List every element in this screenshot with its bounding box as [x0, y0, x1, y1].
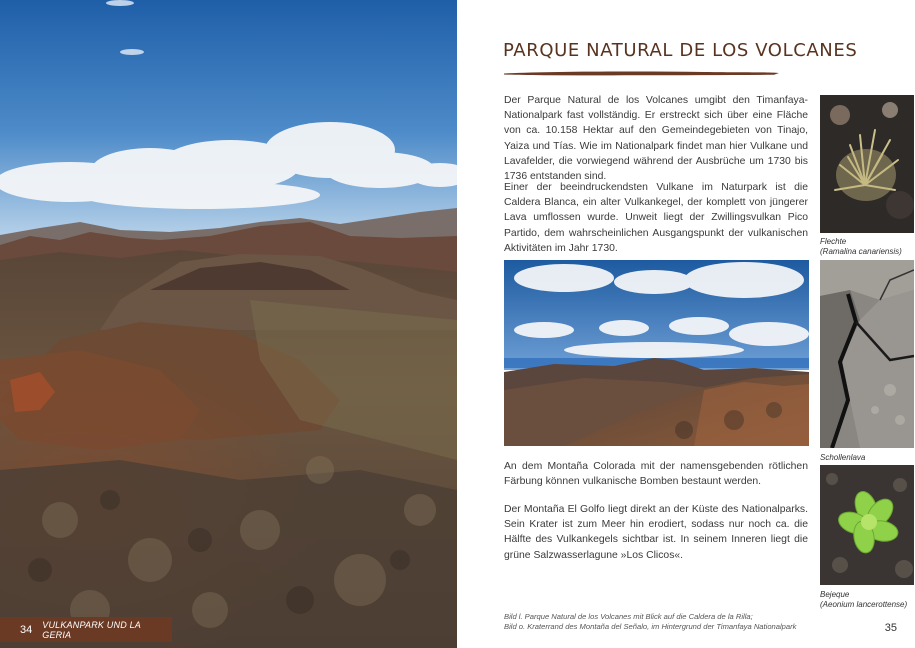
- lichen-caption-name: Flechte: [820, 237, 847, 246]
- right-page: [457, 0, 915, 648]
- page-title: PARQUE NATURAL DE LOS VOLCANES: [503, 40, 858, 61]
- paragraph-4: Der Montaña El Golfo liegt direkt an der Küste des Nationalparks. Sein Krater ist zum Meer hin erodiert, sodass nur noch ca. die Hälfte des Vulkankegels sichtbar ist. In seinem Inneren liegt die grüne Salzwasserlagune »Los Clicos«.: [504, 504, 808, 561]
- crater-rim-photo: [504, 260, 809, 446]
- succulent-caption: [820, 590, 914, 610]
- right-page-number: 35: [884, 622, 897, 634]
- succulent-caption-name: Bejeque: [820, 590, 850, 599]
- left-page-number: 34: [20, 623, 33, 636]
- volcano-landscape-photo: [0, 0, 457, 648]
- brush-stroke-icon: [504, 70, 779, 76]
- succulent-photo: [820, 465, 914, 585]
- running-head: VULKANPARK UND LA GERIA: [42, 619, 141, 640]
- lava-caption: Schollenlava: [820, 453, 866, 462]
- caption-line-left-photo: Bild l. Parque Natural de los Volcanes mit Blick auf die Caldera de la Rilla;: [504, 612, 753, 621]
- left-page: [0, 0, 457, 648]
- paragraph-1: Der Parque Natural de los Volcanes umgibt den Timanfaya-Nationalpark fast vollständig. Er erstreckt sich über eine Fläche von ca. 10.158 Hektar auf den Gemeindegebieten von Tinajo, Yaiza und Tías. Wie im Nationalpark findet man hier Vulkane und Lavafelder, die vorwiegend während der Ausbrüche um 1730 bis 1736 entstanden sind.: [504, 95, 808, 183]
- paragraph-2: Einer der beeindruckendsten Vulkane im Naturpark ist die Caldera Blanca, ein alter Vulkankegel, der komplett von jüngerer Lava umflossen wurde. Unweit liegt der Zwillingsvulkan Pico Partido, dem wahrscheinlichen Ausgangspunkt der vulkanischen Aktivitäten im Jahr 1730.: [504, 182, 808, 254]
- lichen-photo: [820, 95, 914, 233]
- caption-line-top-photo: Bild o. Kraterrand des Montaña del Señalo, im Hintergrund der Timanfaya Nationalpark: [504, 622, 797, 631]
- lichen-caption: [820, 237, 914, 257]
- photo-credits-caption: [504, 612, 796, 632]
- lava-photo: [820, 260, 914, 448]
- lichen-caption-latin: (Ramalina canariensis): [820, 247, 902, 256]
- paragraph-3: An dem Montaña Colorada mit der namensgebenden rötlichen Färbung können vulkanische Bomben bestaunt werden.: [504, 461, 808, 488]
- succulent-caption-latin: (Aeonium lancerottense): [820, 600, 908, 609]
- left-footer-bar: [0, 617, 172, 642]
